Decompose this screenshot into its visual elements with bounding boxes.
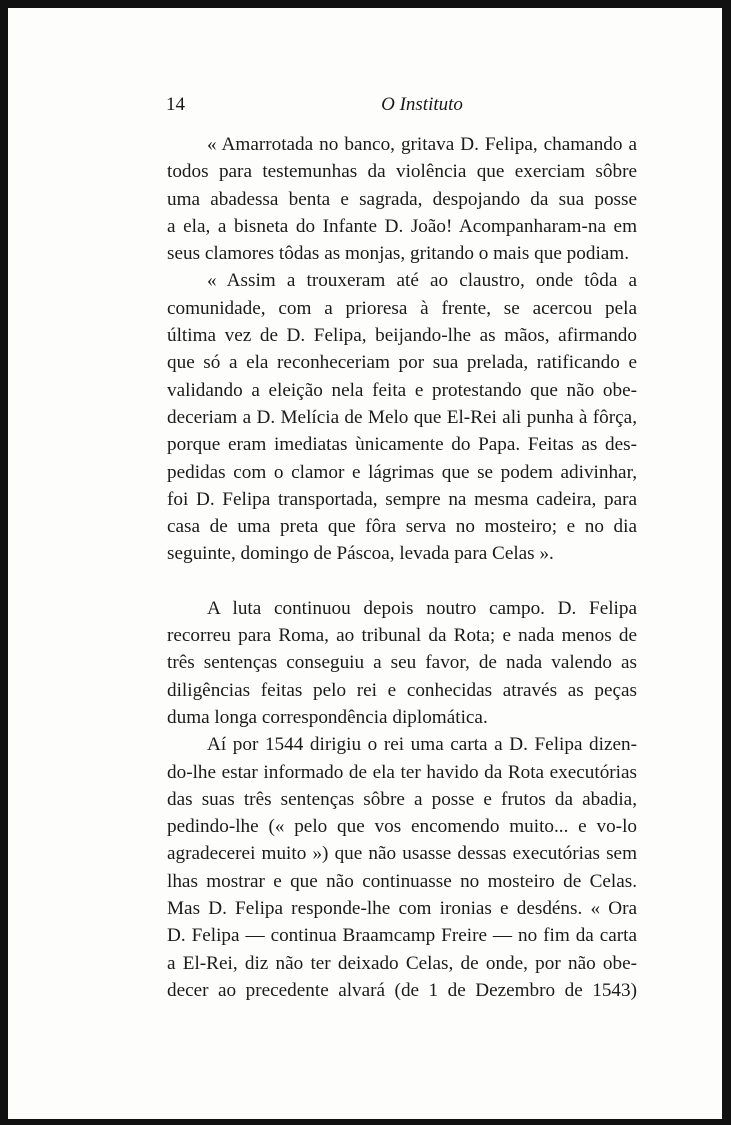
section-gap	[167, 568, 637, 595]
text-line: pedindo-lhe (« pelo que vos encomendo muito... e vo-lo	[167, 816, 637, 838]
paragraph-3	[167, 595, 637, 731]
body-text	[167, 131, 637, 1004]
text-line: Mas D. Felipa responde-lhe com ironias e desdéns. « Ora	[167, 898, 637, 920]
text-line: deceriam a D. Melícia de Melo que El-Rei ali punha à fôrça,	[167, 406, 637, 428]
text-line: uma abadessa benta e sagrada, despojando da sua posse	[167, 188, 637, 210]
text-line: seguinte, domingo de Páscoa, levada para Celas ».	[167, 543, 554, 565]
text-line: Aí por 1544 dirigiu o rei uma carta a D. Felipa dizen-	[207, 734, 637, 756]
text-line: pedidas com o clamor e lágrimas que se podem adivinhar,	[167, 461, 637, 483]
text-line: duma longa correspondência diplomática.	[167, 706, 488, 728]
text-line: casa de uma preta que fôra serva no mosteiro; e no dia	[167, 516, 637, 538]
text-line: diligências feitas pelo rei e conhecidas através as peças	[167, 679, 637, 701]
paragraph-1	[167, 131, 637, 267]
text-line: agradecerei muito ») que não usasse dessas executórias sem	[167, 843, 637, 865]
text-line: « Assim a trouxeram até ao claustro, onde tôda a	[207, 270, 637, 292]
text-line: do-lhe estar informado de ela ter havido da Rota executórias	[167, 761, 637, 783]
text-line: a El-Rei, diz não ter deixado Celas, de onde, por não obe-	[167, 952, 637, 974]
running-title: O Instituto	[381, 94, 463, 115]
text-line: « Amarrotada no banco, gritava D. Felipa, chamando a	[207, 134, 637, 155]
running-head	[166, 94, 638, 120]
text-line: três sentenças conseguiu a seu favor, de nada valendo as	[167, 652, 637, 674]
page-number: 14	[166, 94, 185, 115]
text-line: recorreu para Roma, ao tribunal da Rota; e nada menos de	[167, 625, 637, 647]
text-line: última vez de D. Felipa, beijando-lhe as mãos, afirmando	[167, 325, 637, 347]
text-line: a ela, a bisneta do Infante D. João! Acompanharam-na em	[167, 215, 637, 237]
text-line: seus clamores tôdas as monjas, gritando o mais que podiam.	[167, 243, 630, 265]
text-line: foi D. Felipa transportada, sempre na mesma cadeira, para	[167, 488, 637, 510]
text-line: que só a ela reconheceriam por sua prelada, ratificando e	[167, 352, 637, 374]
text-line: validando a eleição nela feita e protestando que não obe-	[167, 379, 637, 401]
text-line: das suas três sentenças sôbre a posse e frutos da abadia,	[167, 788, 637, 810]
text-line: porque eram imediatas ùnicamente do Papa. Feitas as des-	[167, 434, 637, 456]
text-line: A luta continuou depois noutro campo. D. Felipa	[207, 597, 637, 619]
text-line: lhas mostrar e que não continuasse no mosteiro de Celas.	[167, 870, 637, 892]
text-line: decer ao precedente alvará (de 1 de Dezembro de 1543)	[167, 979, 637, 1001]
text-line: comunidade, com a prioresa à frente, se acercou pela	[167, 297, 637, 319]
text-line: D. Felipa — continua Braamcamp Freire — no fim da carta	[167, 925, 637, 947]
paragraph-2	[167, 267, 637, 567]
paragraph-4	[167, 731, 637, 1004]
text-line: todos para testemunhas da violência que exerciam sôbre	[167, 161, 637, 183]
